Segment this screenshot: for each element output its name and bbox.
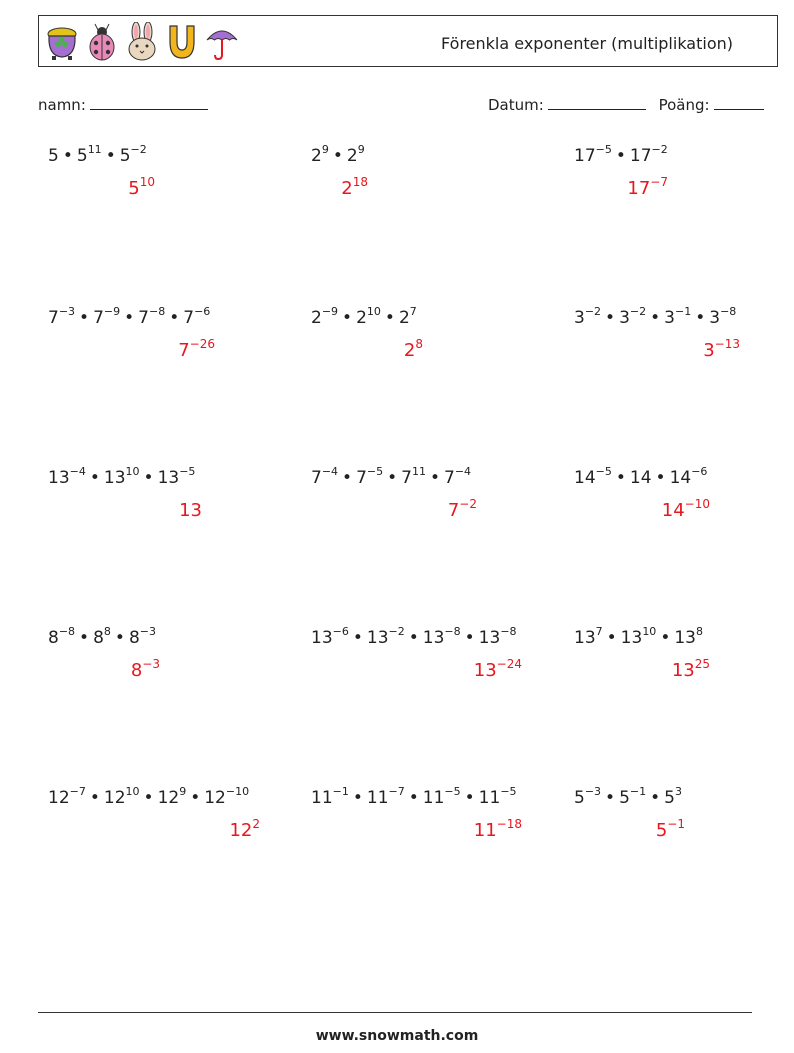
problem-exponent: −5 — [366, 465, 384, 479]
multiply-dot: • — [387, 468, 398, 488]
problem-exponent: −8 — [148, 305, 166, 319]
problem-term — [356, 305, 381, 328]
problem-base: 8 — [93, 628, 104, 648]
footer-divider — [38, 1012, 752, 1013]
problem-exponent: −5 — [595, 143, 612, 157]
multiply-dot: • — [62, 146, 73, 166]
problem-answer — [179, 500, 202, 521]
problem-exponent: −8 — [58, 625, 76, 639]
answer-exponent: −3 — [142, 657, 160, 671]
problem-term — [366, 625, 405, 648]
problem-expression — [574, 465, 708, 488]
problem-answer — [627, 175, 668, 199]
multiply-dot: • — [79, 628, 90, 648]
problem-exponent: −5 — [444, 785, 461, 799]
problem-exponent: −3 — [58, 305, 76, 319]
problem-base: 7 — [48, 308, 59, 328]
problem-exponent: 3 — [674, 785, 682, 799]
problem-base: 13 — [574, 628, 596, 648]
multiply-dot: • — [143, 468, 154, 488]
problem-answer — [703, 337, 740, 361]
answer-exponent: −10 — [684, 497, 710, 511]
problem-answer — [128, 175, 155, 199]
problem-term — [620, 625, 657, 648]
problem-term — [128, 625, 156, 648]
problem-base: 11 — [366, 788, 389, 808]
problem-base: 12 — [204, 788, 226, 808]
date-score-fields — [488, 95, 764, 114]
answer-term — [229, 817, 260, 841]
problem-term — [183, 305, 211, 328]
problem-term — [664, 785, 682, 808]
multiply-dot: • — [114, 628, 125, 648]
problem-exponent: −1 — [674, 305, 692, 319]
answer-base: 7 — [447, 500, 460, 521]
answer-base: 5 — [655, 820, 668, 841]
answer-base: 2 — [341, 178, 353, 199]
problem-term — [574, 625, 603, 648]
problem-answer — [403, 337, 423, 361]
problem-term — [48, 465, 86, 488]
multiply-dot: • — [89, 468, 100, 488]
problem-term — [674, 625, 703, 648]
multiply-dot: • — [605, 308, 616, 328]
problem-term — [630, 468, 652, 488]
problem-exponent: −4 — [69, 465, 86, 479]
problem-base: 7 — [444, 468, 455, 488]
multiply-dot: • — [352, 628, 363, 648]
problem-base: 7 — [356, 468, 367, 488]
problem-term — [48, 785, 86, 808]
answer-exponent: 2 — [252, 817, 260, 831]
problem-base: 3 — [709, 308, 721, 328]
answer-term — [179, 500, 202, 521]
problem-exponent: −5 — [595, 465, 612, 479]
problem-exponent: −5 — [500, 785, 517, 799]
problem-base: 5 — [664, 788, 675, 808]
problem-base: 7 — [93, 308, 104, 328]
problem-base: 3 — [664, 308, 675, 328]
name-label: namn: — [38, 96, 86, 114]
problem-expression — [311, 625, 517, 648]
problem-exponent: −1 — [332, 785, 349, 799]
problem-exponent: −8 — [444, 625, 461, 639]
problem-answer — [671, 657, 710, 681]
problem-exponent: −8 — [720, 305, 737, 319]
multiply-dot: • — [650, 308, 661, 328]
problem-expression — [48, 625, 156, 648]
problem-term — [401, 465, 426, 488]
problem-exponent: −8 — [500, 625, 517, 639]
problem-base: 13 — [311, 628, 333, 648]
problem-expression — [311, 465, 472, 488]
answer-term — [128, 175, 155, 199]
problem-base: 7 — [138, 308, 149, 328]
problem-base: 7 — [311, 468, 322, 488]
multiply-dot: • — [429, 468, 441, 488]
problem-term — [157, 785, 187, 808]
problem-exponent: −4 — [321, 465, 339, 479]
problem-base: 11 — [478, 788, 501, 808]
problem-term — [669, 465, 708, 488]
problem-exponent: 10 — [366, 305, 381, 319]
problem-answer — [447, 497, 477, 521]
problem-exponent: 8 — [695, 625, 703, 639]
problem-term — [619, 305, 647, 328]
problem-base: 7 — [401, 468, 412, 488]
multiply-dot: • — [408, 788, 419, 808]
answer-base: 17 — [627, 178, 651, 199]
problem-term — [664, 305, 692, 328]
answer-term — [447, 497, 477, 521]
problem-term — [574, 465, 612, 488]
bunny-icon — [125, 22, 159, 62]
multiply-dot: • — [464, 788, 475, 808]
problem-exponent: −2 — [651, 143, 668, 157]
multiply-dot: • — [190, 788, 201, 808]
answer-base: 8 — [130, 660, 143, 681]
problem-base: 8 — [128, 628, 140, 648]
problem-term — [48, 625, 76, 648]
multiply-dot: • — [89, 788, 100, 808]
multiply-dot: • — [615, 146, 626, 166]
answer-exponent: 10 — [139, 175, 155, 189]
problem-base: 12 — [103, 788, 126, 808]
answer-base: 5 — [128, 178, 140, 199]
answer-base: 13 — [179, 500, 202, 521]
problem-exponent: −3 — [584, 785, 602, 799]
answer-base: 12 — [229, 820, 253, 841]
problem-base: 2 — [311, 308, 322, 328]
problem-exponent: −6 — [691, 465, 708, 479]
horseshoe-icon — [165, 22, 199, 62]
problem-term — [619, 785, 647, 808]
answer-term — [655, 817, 685, 841]
problem-term — [444, 465, 472, 488]
answer-term — [627, 175, 668, 199]
multiply-dot: • — [660, 628, 671, 648]
problem-base: 5 — [574, 788, 585, 808]
problem-exponent: −7 — [388, 785, 405, 799]
worksheet-title: Förenkla exponenter (multiplikation) — [441, 34, 733, 53]
problem-base: 17 — [574, 146, 596, 166]
answer-exponent: 8 — [415, 337, 423, 351]
problem-term — [398, 305, 417, 328]
problem-exponent: −2 — [584, 305, 602, 319]
problem-expression — [48, 465, 196, 488]
date-blank[interactable] — [548, 95, 646, 110]
problem-exponent: −9 — [103, 305, 121, 319]
problem-term — [574, 785, 602, 808]
problem-base: 5 — [48, 146, 59, 166]
problem-term — [366, 785, 405, 808]
answer-term — [473, 657, 522, 681]
problem-base: 14 — [574, 468, 596, 488]
problem-term — [574, 143, 612, 166]
problem-exponent: 9 — [321, 143, 329, 157]
problem-exponent: −2 — [629, 305, 647, 319]
answer-exponent: 25 — [694, 657, 710, 671]
problem-exponent: −2 — [388, 625, 405, 639]
problem-term — [422, 785, 461, 808]
problem-term — [422, 625, 461, 648]
problem-exponent: 9 — [357, 143, 365, 157]
problem-expression — [311, 785, 517, 808]
answer-exponent: −2 — [459, 497, 477, 511]
header-icons — [45, 22, 239, 62]
problem-term — [478, 785, 517, 808]
problem-answer — [130, 657, 160, 681]
answer-term — [403, 337, 423, 361]
problem-expression — [48, 143, 147, 166]
answer-exponent: −7 — [650, 175, 668, 189]
multiply-dot: • — [79, 308, 90, 328]
problem-term — [311, 465, 339, 488]
problem-term — [48, 146, 59, 166]
problem-term — [93, 305, 121, 328]
problem-term — [103, 785, 140, 808]
problem-answer — [178, 337, 215, 361]
problem-base: 12 — [157, 788, 180, 808]
problem-base: 3 — [574, 308, 585, 328]
answer-base: 14 — [661, 500, 685, 521]
problem-term — [478, 625, 517, 648]
name-field — [38, 95, 208, 114]
multiply-dot: • — [605, 788, 616, 808]
answer-base: 11 — [473, 820, 497, 841]
worksheet-header — [38, 15, 778, 67]
problem-answer — [655, 817, 685, 841]
problem-base: 13 — [422, 628, 445, 648]
problem-term — [311, 305, 339, 328]
problem-exponent: −4 — [454, 465, 472, 479]
problem-base: 13 — [478, 628, 501, 648]
problem-expression — [574, 785, 682, 808]
answer-term — [178, 337, 215, 361]
problem-exponent: −10 — [225, 785, 250, 799]
problem-answer — [473, 657, 522, 681]
problem-base: 5 — [619, 788, 630, 808]
problem-base: 13 — [620, 628, 643, 648]
problem-expression — [574, 625, 703, 648]
answer-base: 2 — [403, 340, 416, 361]
answer-base: 7 — [178, 340, 190, 361]
score-blank[interactable] — [714, 95, 764, 110]
problem-exponent: 7 — [409, 305, 417, 319]
multiply-dot: • — [650, 788, 661, 808]
problem-base: 2 — [311, 146, 322, 166]
problem-base: 13 — [103, 468, 126, 488]
problem-expression — [48, 305, 211, 328]
problem-expression — [574, 305, 737, 328]
problem-term — [103, 465, 140, 488]
problem-term — [629, 143, 668, 166]
problem-term — [76, 143, 102, 166]
problem-exponent: −5 — [179, 465, 196, 479]
cauldron-icon — [45, 22, 79, 62]
multiply-dot: • — [143, 788, 154, 808]
problem-term — [356, 465, 384, 488]
multiply-dot: • — [615, 468, 626, 488]
multiply-dot: • — [169, 308, 180, 328]
answer-term — [661, 497, 710, 521]
multiply-dot: • — [408, 628, 419, 648]
problem-exponent: −6 — [194, 305, 211, 319]
problem-base: 14 — [629, 468, 652, 488]
problem-expression — [311, 143, 365, 166]
problem-exponent: 11 — [87, 143, 102, 157]
problem-term — [311, 785, 349, 808]
problem-term — [157, 465, 196, 488]
problem-base: 5 — [76, 146, 88, 166]
score-label: Poäng: — [658, 96, 710, 114]
problem-base: 11 — [311, 788, 333, 808]
problem-exponent: −2 — [130, 143, 147, 157]
multiply-dot: • — [655, 468, 666, 488]
answer-exponent: −13 — [714, 337, 740, 351]
answer-exponent: −1 — [667, 817, 685, 831]
problem-term — [204, 785, 250, 808]
problem-base: 13 — [157, 468, 180, 488]
problem-term — [119, 143, 147, 166]
answer-term — [341, 175, 368, 199]
problem-answer — [661, 497, 710, 521]
problem-exponent: 9 — [179, 785, 187, 799]
multiply-dot: • — [124, 308, 135, 328]
problem-exponent: −3 — [139, 625, 156, 639]
problem-base: 3 — [619, 308, 630, 328]
problem-answer — [341, 175, 368, 199]
multiply-dot: • — [695, 308, 706, 328]
problem-term — [93, 625, 111, 648]
problem-exponent: 10 — [642, 625, 657, 639]
problem-exponent: 10 — [125, 465, 140, 479]
problem-base: 7 — [183, 308, 195, 328]
problem-term — [311, 143, 329, 166]
problem-base: 14 — [669, 468, 692, 488]
multiply-dot: • — [464, 628, 475, 648]
problem-expression — [311, 305, 417, 328]
problem-base: 8 — [48, 628, 59, 648]
answer-base: 13 — [473, 660, 497, 681]
multiply-dot: • — [342, 308, 353, 328]
problem-expression — [48, 785, 250, 808]
answer-exponent: −18 — [496, 817, 522, 831]
problem-term — [574, 305, 602, 328]
answer-base: 3 — [703, 340, 715, 361]
problem-base: 17 — [629, 146, 652, 166]
problem-term — [709, 305, 737, 328]
multiply-dot: • — [384, 308, 395, 328]
problem-exponent: 10 — [125, 785, 140, 799]
name-blank[interactable] — [90, 95, 208, 110]
problem-term — [48, 305, 76, 328]
answer-term — [130, 657, 160, 681]
problem-base: 12 — [48, 788, 70, 808]
date-label: Datum: — [488, 96, 544, 114]
problem-base: 11 — [422, 788, 445, 808]
multiply-dot: • — [342, 468, 353, 488]
answer-term — [473, 817, 522, 841]
problem-exponent: 8 — [103, 625, 111, 639]
multiply-dot: • — [332, 146, 343, 166]
answer-exponent: −26 — [189, 337, 215, 351]
problem-term — [311, 625, 349, 648]
answer-base: 13 — [671, 660, 695, 681]
multiply-dot: • — [606, 628, 617, 648]
problem-base: 13 — [48, 468, 70, 488]
problem-answer — [229, 817, 260, 841]
answer-term — [671, 657, 710, 681]
problem-exponent: −7 — [69, 785, 86, 799]
problem-answer — [473, 817, 522, 841]
problem-exponent: −9 — [321, 305, 339, 319]
ladybug-icon — [85, 22, 119, 62]
problem-exponent: −6 — [332, 625, 349, 639]
multiply-dot: • — [105, 146, 116, 166]
problem-exponent: 7 — [595, 625, 603, 639]
umbrella-icon — [205, 22, 239, 62]
multiply-dot: • — [352, 788, 363, 808]
problem-base: 13 — [366, 628, 389, 648]
answer-exponent: −24 — [496, 657, 522, 671]
problem-term — [346, 143, 365, 166]
problem-expression — [574, 143, 668, 166]
problem-base: 2 — [398, 308, 410, 328]
problem-base: 2 — [346, 146, 358, 166]
problem-exponent: 11 — [411, 465, 426, 479]
answer-term — [703, 337, 740, 361]
problem-exponent: −1 — [629, 785, 647, 799]
footer-website: www.snowmath.com — [315, 1028, 479, 1044]
problem-base: 5 — [119, 146, 131, 166]
problem-term — [138, 305, 166, 328]
problem-base: 2 — [356, 308, 367, 328]
problem-base: 13 — [674, 628, 696, 648]
answer-exponent: 18 — [352, 175, 368, 189]
